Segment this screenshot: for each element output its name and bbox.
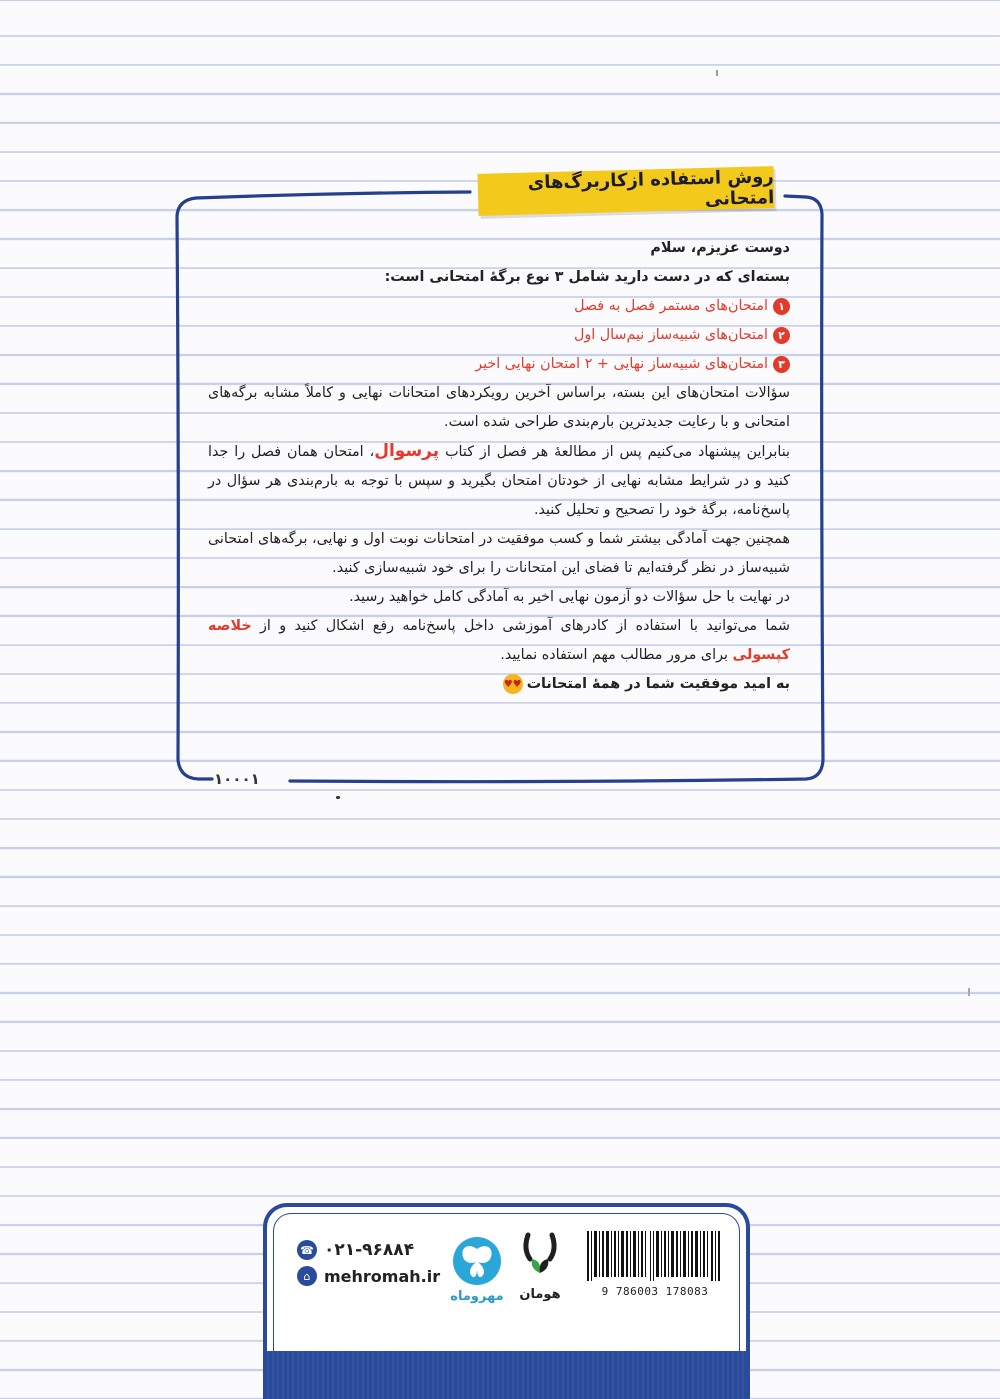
brand-name: پرسوال — [374, 441, 440, 461]
isbn-barcode — [585, 1231, 725, 1298]
list-item — [208, 321, 790, 350]
list-item — [208, 292, 790, 321]
barcode-graphic — [585, 1231, 725, 1281]
paragraph-text: برای مرور مطالب مهم استفاده نمایید. — [500, 647, 728, 663]
number-badge: ۱ — [773, 298, 790, 315]
home-icon: ⌂ — [297, 1266, 317, 1286]
phone-icon: ☎ — [297, 1240, 317, 1260]
paragraph: همچنین جهت آمادگی بیشتر شما و کسب موفقیت در امتحانات نوبت اول و نهایی، برگه‌های امتحانی شبیه‌ساز در نظر گرفته‌ایم تا فضای این امتحانات را برای خود شبیه‌سازی کنید. — [208, 531, 790, 576]
paragraph — [208, 437, 790, 525]
closing-line — [208, 670, 790, 699]
paragraph: در نهایت با حل سؤالات دو آزمون نهایی اخیر به آمادگی کامل خواهید رسید. — [349, 589, 790, 605]
greeting: دوست عزیزم، سلام — [650, 240, 790, 256]
page-number: ۱۰۰۰۱ — [214, 770, 260, 788]
pen-mark — [336, 796, 340, 799]
list-item-label: امتحان‌های شبیه‌ساز نیم‌سال اول — [573, 327, 768, 343]
mehromah-logo — [447, 1235, 507, 1304]
isbn-digits: 9 786003 178083 — [601, 1285, 709, 1298]
website-link[interactable]: mehromah.ir — [324, 1266, 441, 1286]
contact-info — [297, 1237, 447, 1289]
instructions-body — [208, 234, 790, 699]
paragraph: سؤالات امتحان‌های این بسته، براساس آخرین رویکردهای امتحانات نهایی و کاملاً مشابه برگه‌های امتحانی و با رعایت جدیدترین بارم‌بندی طراحی شده است. — [208, 385, 790, 430]
section-title-tag: روش استفاده ازکاربرگ‌های امتحانی — [478, 166, 775, 216]
heart-eyes-emoji-icon: ♥♥ — [503, 674, 523, 694]
human-logo — [512, 1229, 568, 1302]
butterfly-icon — [451, 1235, 503, 1287]
paragraph-text: بنابراین پیشنهاد می‌کنیم پس از مطالعهٔ هر فصل از کتاب — [445, 444, 791, 460]
intro-line: بسته‌ای که در دست دارید شامل ۳ نوع برگهٔ امتحانی است: — [384, 269, 790, 285]
paragraph-text: ، امتحان همان فصل را جدا کنید و در شرایط مشابه نهایی از خودتان امتحان بگیرید و سپس با توجه به بارم‌بندی هر سؤال در پاسخ‌نامه، برگهٔ خود را تصحیح و تحلیل کنید. — [208, 444, 790, 518]
card-footer-band — [267, 1351, 746, 1399]
human-label: هومان — [519, 1287, 561, 1302]
mehromah-label: مهروماه — [450, 1289, 504, 1304]
phone-number: ۰۲۱-۹۶۸۸۴ — [324, 1240, 415, 1260]
list-item — [208, 350, 790, 379]
paragraph — [208, 612, 790, 670]
closing-text: به امید موفقیت شما در همهٔ امتحانات — [526, 676, 790, 692]
number-badge: ۳ — [773, 356, 790, 373]
list-item-label: امتحان‌های مستمر فصل به فصل — [574, 298, 768, 314]
number-badge: ۲ — [773, 327, 790, 344]
website-row — [297, 1263, 447, 1289]
publisher-card — [263, 1203, 750, 1399]
paragraph-text: شما می‌توانید با استفاده از کادرهای آموزشی داخل پاسخ‌نامه رفع اشکال کنید و از — [260, 618, 791, 634]
highlight-text: خلاصه کپسولی — [208, 618, 790, 663]
leaf-logo-icon — [520, 1229, 560, 1283]
list-item-label: امتحان‌های شبیه‌ساز نهایی + ۲ امتحان نهایی اخیر — [475, 356, 768, 372]
phone-row — [297, 1237, 447, 1263]
